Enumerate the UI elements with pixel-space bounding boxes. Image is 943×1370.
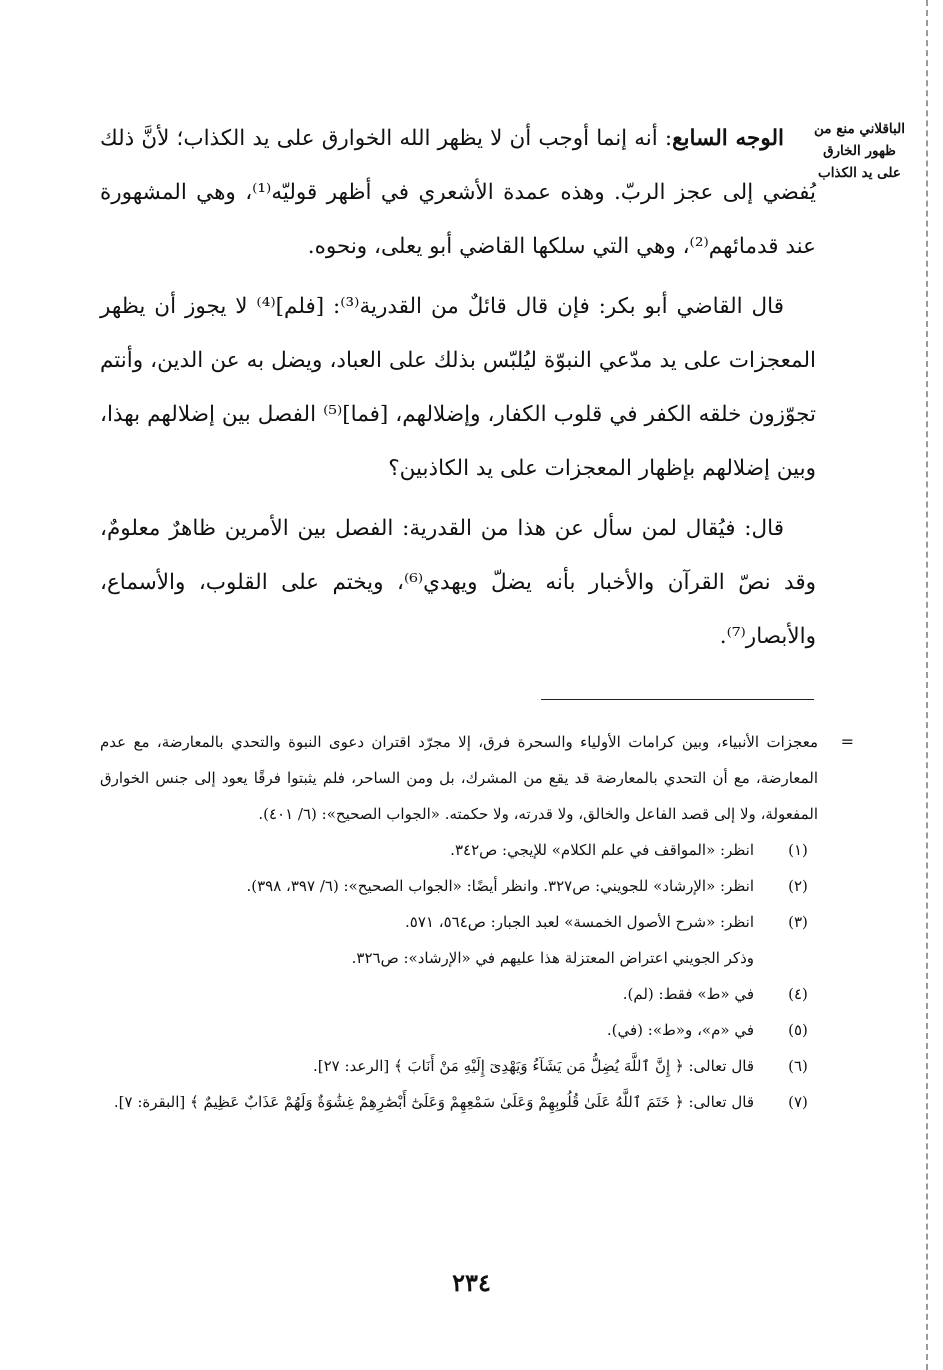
footnote-item — [100, 868, 818, 904]
paragraph-1 — [100, 112, 816, 274]
footnote-item — [100, 1012, 818, 1048]
footnote-number: (٣) — [788, 913, 808, 931]
footnote-text: قال تعالى: ﴿ إِنَّ ٱللَّهَ يُضِلُّ مَن يَشَآءُ وَيَهْدِىٓ إِلَيْهِ مَنْ أَنَابَ ﴾ [الرعد: ٢٧]. — [312, 1057, 754, 1075]
page-edge-dashed-line — [926, 0, 928, 1370]
footnote-text: انظر: «المواقف في علم الكلام» للإيجي: ص٣٤٢. — [450, 841, 754, 859]
paragraph-lead: الوجه السابع — [672, 126, 784, 151]
footnote-text: انظر: «الإرشاد» للجويني: ص٣٢٧. وانظر أيضًا: «الجواب الصحيح»: (٦/ ٣٩٧، ٣٩٨). — [246, 877, 754, 895]
paragraph-text: قال: فيُقال لمن سأل عن هذا من القدرية: الفصل بين الأمرين ظاهرٌ معلومٌ، وقد نصّ القرآن والأخبار بأنه يضلّ ويهدي⁽⁶⁾، ويختم على القلوب، والأسماع، والأبصار⁽⁷⁾. — [100, 516, 816, 649]
footnote-number: (٢) — [788, 877, 808, 895]
paragraph-2 — [100, 280, 816, 496]
paragraph-text: قال القاضي أبو بكر: فإن قال قائلٌ من القدرية⁽³⁾: [فلم]⁽⁴⁾ لا يجوز أن يظهر المعجزات على يد مدّعي النبوّة ليُلبّس بذلك على العباد، ويضل به عن الدين، وأنتم تجوّزون خلقه الكفر في قلوب الكفار، وإضلالهم، [فما]⁽⁵⁾ الفصل بين إضلالهم بهذا، وبين إضلالهم بإظهار المعجزات على يد الكاذبين؟ — [100, 294, 816, 481]
paragraph-text: : أنه إنما أوجب أن لا يظهر الله الخوارق على يد الكذاب؛ لأنَّ ذلك يُفضي إلى عجز الربّ. وهذه عمدة الأشعري في أظهر قوليّه⁽¹⁾، وهي المشهورة عند قدمائهم⁽²⁾، وهي التي سلكها القاضي أبو يعلى، ونحوه. — [100, 126, 817, 259]
footnote-number: (١) — [788, 841, 808, 859]
margin-note: الباقلاني منع من ظهور الخارق على يد الكذاب — [814, 121, 905, 181]
footnote-number: (٦) — [788, 1057, 808, 1075]
footnotes — [100, 724, 854, 1120]
paragraph-3 — [100, 502, 816, 664]
footnote-item — [100, 1048, 818, 1084]
footnote-extra: وذكر الجويني اعتراض المعتزلة هذا عليهم في «الإرشاد»: ص٣٢٦. — [351, 949, 754, 967]
continuation-text: معجزات الأنبياء، وبين كرامات الأولياء والسحرة فرق، إلا مجرّد اقتران دعوى النبوة والتحدي بالمعارضة، مع عدم المعارضة، مع أن التحدي بالمعارضة قد يقع من المشرك، بل ومن الساحر، فلم يثبتوا فرقًا يعود إلى جنس الخوارق المفعولة، ولا إلى قصد الفاعل والخالق، ولا قدرته، ولا حكمته. «الجواب الصحيح»: (٦/ ٤٠١). — [100, 733, 818, 823]
footnote-item — [100, 1084, 818, 1120]
footnote-item — [100, 832, 818, 868]
footnote-list — [100, 832, 818, 1120]
footnote-item — [100, 904, 818, 940]
footnote-number: (٤) — [788, 985, 808, 1003]
footnote-text: في «م»، و«ط»: (في). — [606, 1021, 754, 1039]
continuation-mark: = — [840, 732, 854, 751]
footnote-item — [100, 976, 818, 1012]
footnote-number: (٥) — [788, 1021, 808, 1039]
footnote-continuation — [100, 724, 854, 832]
footnote-divider — [541, 699, 814, 700]
footnote-text: قال تعالى: ﴿ خَتَمَ ٱللَّهُ عَلَىٰ قُلُوبِهِمْ وَعَلَىٰ سَمْعِهِمْ وَعَلَىٰٓ أَبْصَٰرِهِمْ غِشَٰوَةٌ وَلَهُمْ عَذَابٌ عَظِيمٌ ﴾ [البقرة: ٧]. — [113, 1093, 754, 1111]
main-text — [100, 112, 816, 664]
footnote-text: في «ط» فقط: (لم). — [622, 985, 754, 1003]
footnote-number: (٧) — [788, 1093, 808, 1111]
page-number: ٢٣٤ — [452, 1268, 491, 1297]
footnote-text: انظر: «شرح الأصول الخمسة» لعبد الجبار: ص٥٦٤، ٥٧١. — [405, 913, 754, 931]
